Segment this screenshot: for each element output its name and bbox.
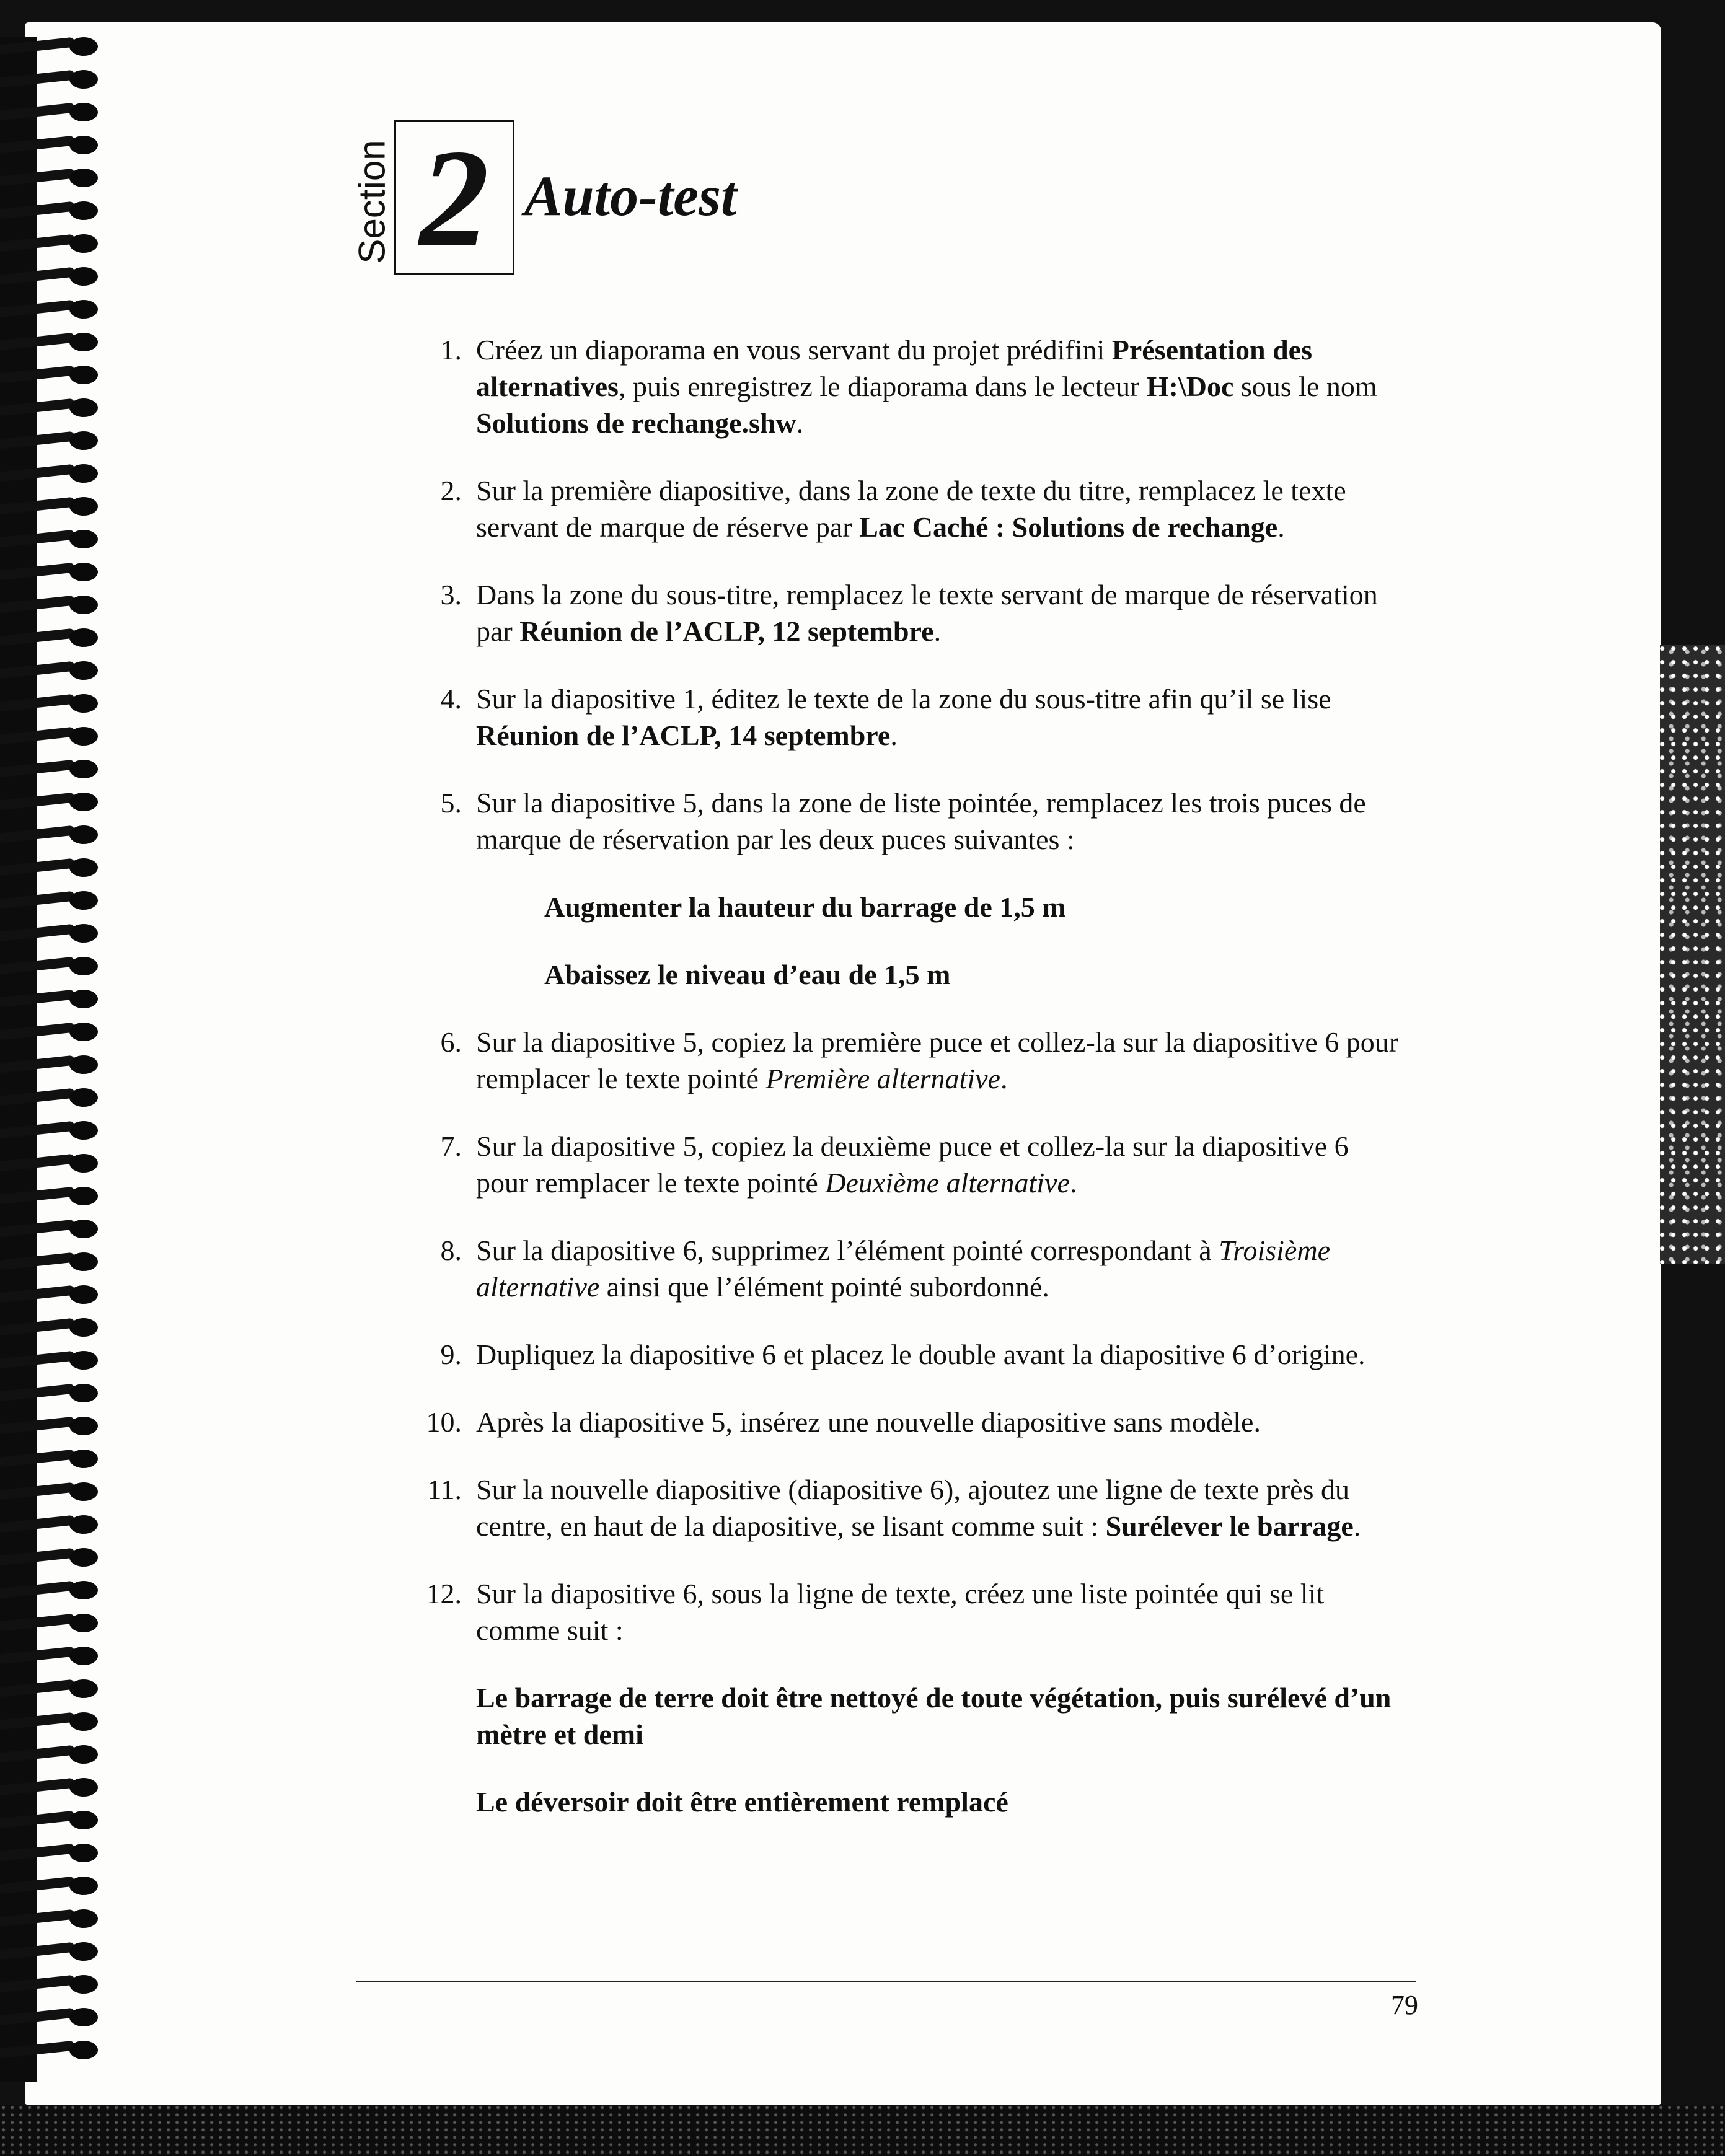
body-text: Sur la diapositive 5, copiez la deuxième puce et collez-la sur la diapositive 6 pour remplacer le texte pointé — [476, 1130, 1349, 1199]
item-number: 3. — [440, 579, 462, 610]
bold-text: H:\Doc — [1146, 371, 1234, 402]
body-text: Dans la zone du sous-titre, remplacez le texte servant de marque de réservation par — [476, 579, 1378, 647]
item-number: 2. — [440, 475, 462, 506]
item-number: 8. — [440, 1234, 462, 1266]
binding-ring — [0, 760, 99, 778]
scanner-bottom-edge — [0, 2105, 1725, 2156]
item-text — [476, 1575, 1407, 1648]
spiral-binding — [0, 37, 115, 2082]
binding-ring — [0, 1351, 99, 1370]
binding-ring — [0, 398, 99, 417]
binding-ring — [0, 1712, 99, 1731]
item-text — [476, 1404, 1407, 1440]
body-text: Après la diapositive 5, insérez une nouvelle diapositive sans modèle. — [476, 1406, 1261, 1438]
binding-ring — [0, 169, 99, 187]
binding-ring — [0, 1252, 99, 1271]
binding-ring — [0, 37, 99, 56]
binding-ring — [0, 1023, 99, 1041]
binding-ring — [0, 1220, 99, 1238]
list-item — [403, 576, 1407, 649]
binding-ring — [0, 431, 99, 450]
page-number: 79 — [1391, 1990, 1418, 2020]
binding-ring — [0, 366, 99, 384]
binding-ring — [0, 103, 99, 121]
section-number: 2 — [419, 120, 490, 275]
binding-ring — [0, 530, 99, 548]
binding-ring — [0, 234, 99, 253]
italic-text: Première alternative — [765, 1063, 1000, 1094]
binding-ring — [0, 1055, 99, 1074]
body-text: Sur la diapositive 5, copiez la première puce et collez-la sur la diapositive 6 pour remplacer le texte pointé — [476, 1026, 1399, 1094]
item-number: 4. — [440, 683, 462, 715]
binding-ring — [0, 1975, 99, 1994]
body-text: . — [1277, 511, 1285, 543]
binding-ring — [0, 1647, 99, 1665]
list-item — [403, 1404, 1407, 1440]
body-text: Sur la diapositive 1, éditez le texte de la zone du sous-titre afin qu’il se lise — [476, 683, 1331, 715]
binding-ring — [0, 201, 99, 220]
binding-ring — [0, 1515, 99, 1534]
body-text: Sur la diapositive 5, dans la zone de liste pointée, remplacez les trois puces de marque de réservation par les deux puces suivantes : — [476, 787, 1366, 855]
binding-ring — [0, 1811, 99, 1829]
binding-ring — [0, 1614, 99, 1632]
item-text — [476, 576, 1407, 649]
binding-ring — [0, 1942, 99, 1961]
binding-ring — [0, 661, 99, 680]
italic-text: Troisième alternative — [476, 1234, 1330, 1303]
binding-ring — [0, 136, 99, 154]
binding-ring — [0, 333, 99, 351]
binding-ring — [0, 267, 99, 286]
body-text: . — [796, 407, 804, 439]
body-text: . — [1069, 1167, 1077, 1199]
binding-ring — [0, 563, 99, 581]
body-text: Dupliquez la diapositive 6 et placez le double avant la diapositive 6 d’origine. — [476, 1339, 1365, 1370]
binding-ring — [0, 1318, 99, 1337]
item-text — [476, 680, 1407, 754]
binding-ring — [0, 1088, 99, 1107]
binding-ring — [0, 1187, 99, 1205]
body-text: Sur la première diapositive, dans la zone de texte du titre, remplacez le texte servant de marque de réserve par — [476, 475, 1346, 543]
binding-ring — [0, 2008, 99, 2026]
bold-text: Surélever le barrage — [1105, 1510, 1354, 1542]
list-item — [403, 1128, 1407, 1201]
bold-text: Solutions de rechange.shw — [476, 407, 796, 439]
item-text — [476, 1232, 1407, 1305]
item-number: 12. — [426, 1578, 462, 1609]
binding-ring — [0, 1844, 99, 1862]
list-item — [403, 332, 1407, 441]
binding-ring — [0, 1285, 99, 1304]
binding-ring — [0, 793, 99, 811]
list-item — [403, 1336, 1407, 1373]
body-text: Sur la diapositive 6, sous la ligne de texte, créez une liste pointée qui se lit comme suit : — [476, 1578, 1325, 1646]
binding-ring — [0, 1450, 99, 1468]
footer-rule — [356, 1981, 1416, 1982]
list-item — [403, 472, 1407, 545]
binding-ring — [0, 825, 99, 844]
binding-ring — [0, 858, 99, 877]
item-number: 9. — [440, 1339, 462, 1370]
body-text: Sur la diapositive 6, supprimez l’élément pointé correspondant à — [476, 1234, 1219, 1266]
binding-ring — [0, 497, 99, 516]
section-number-box — [394, 120, 514, 275]
list-item — [403, 1471, 1407, 1544]
item-number: 11. — [427, 1474, 462, 1505]
item-text — [476, 1024, 1407, 1097]
page-title: Auto-test — [524, 164, 737, 227]
binding-ring — [0, 1877, 99, 1895]
list-item — [403, 1024, 1407, 1097]
body-text: ainsi que l’élément pointé subordonné. — [599, 1271, 1049, 1303]
bold-text: Réunion de l’ACLP, 14 septembre — [476, 719, 891, 751]
list-item — [403, 680, 1407, 754]
item-text — [476, 1336, 1407, 1373]
section-word: Section — [351, 139, 393, 264]
body-text: . — [933, 615, 942, 647]
binding-ring — [0, 628, 99, 647]
binding-ring — [0, 1548, 99, 1567]
sub-item: Le déversoir doit être entièrement remplacé — [476, 1786, 1008, 1818]
binding-ring — [0, 1909, 99, 1928]
binding-ring — [0, 1745, 99, 1764]
binding-ring — [0, 300, 99, 319]
binding-ring — [0, 464, 99, 483]
binding-ring — [0, 924, 99, 943]
sub-item: Augmenter la hauteur du barrage de 1,5 m — [544, 891, 1066, 923]
list-item — [403, 785, 1407, 858]
item-number: 7. — [440, 1130, 462, 1162]
binding-ring — [0, 694, 99, 713]
item-number: 10. — [426, 1406, 462, 1438]
item-text — [476, 472, 1407, 545]
binding-ring — [0, 2041, 99, 2059]
sub-item: Abaissez le niveau d’eau de 1,5 m — [544, 959, 951, 990]
body-text: Créez un diaporama en vous servant du projet prédifini — [476, 334, 1112, 366]
binding-ring — [0, 1482, 99, 1501]
body-text: . — [890, 719, 898, 751]
list-item — [403, 1232, 1407, 1305]
body-text: . — [1000, 1063, 1008, 1094]
bold-text: Présentation des alternatives — [476, 334, 1312, 402]
item-number: 5. — [440, 787, 462, 819]
binding-ring — [0, 957, 99, 975]
item-text — [476, 785, 1407, 858]
binding-ring — [0, 990, 99, 1008]
bold-text: Lac Caché : Solutions de rechange — [859, 511, 1278, 543]
binding-ring — [0, 1581, 99, 1599]
list-item — [403, 1575, 1407, 1648]
binding-ring — [0, 1679, 99, 1698]
item-text — [476, 1471, 1407, 1544]
binding-ring — [0, 1778, 99, 1797]
exercise-list — [403, 332, 1407, 1851]
body-text: , puis enregistrez le diaporama dans le lecteur — [618, 371, 1147, 402]
item-number: 6. — [440, 1026, 462, 1058]
binding-ring — [0, 596, 99, 614]
section-label — [347, 124, 397, 279]
binding-ring — [0, 727, 99, 746]
binding-ring — [0, 891, 99, 910]
scanner-edge — [1660, 645, 1725, 1264]
body-text: Sur la nouvelle diapositive (diapositive 6), ajoutez une ligne de texte près du centre, en haut de la diapositive, se lisant comme suit : — [476, 1474, 1349, 1542]
item-text — [476, 332, 1407, 441]
body-text: sous le nom — [1233, 371, 1377, 402]
italic-text: Deuxième alternative — [825, 1167, 1070, 1199]
binding-ring — [0, 1154, 99, 1173]
item-number: 1. — [440, 334, 462, 366]
item-text — [476, 1128, 1407, 1201]
sub-item: Le barrage de terre doit être nettoyé de toute végétation, puis surélevé d’un mètre et demi — [476, 1682, 1392, 1750]
body-text: . — [1353, 1510, 1361, 1542]
bold-text: Réunion de l’ACLP, 12 septembre — [519, 615, 934, 647]
binding-ring — [0, 1384, 99, 1402]
binding-ring — [0, 1121, 99, 1140]
binding-ring — [0, 70, 99, 89]
binding-ring — [0, 1417, 99, 1435]
